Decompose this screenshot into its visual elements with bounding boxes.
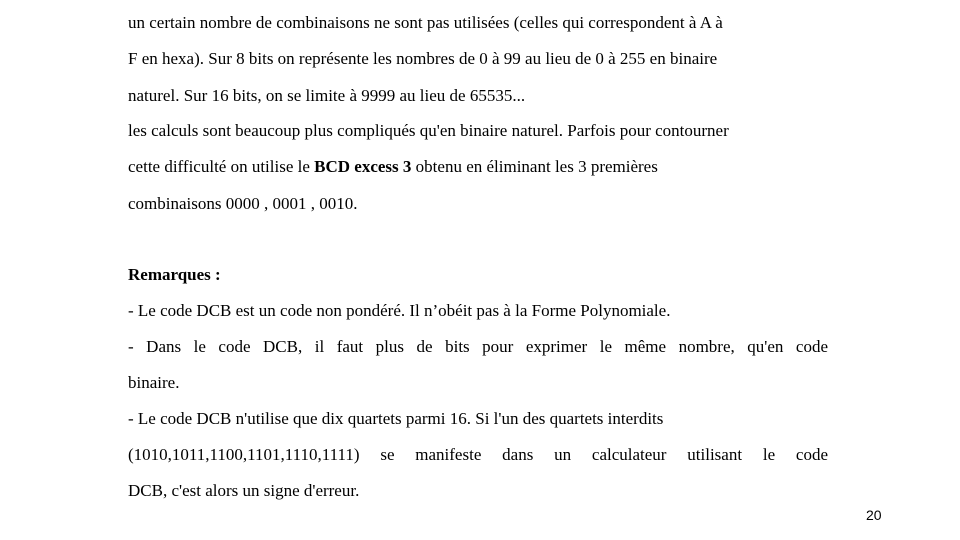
text-run: cette difficulté on utilise le <box>128 157 315 176</box>
remarques-heading: Remarques : <box>128 265 221 284</box>
page-number: 20 <box>866 507 882 523</box>
paragraph-line <box>128 157 658 177</box>
paragraph-line: un certain nombre de combinaisons ne sont pas utilisées (celles qui correspondent à A à <box>128 13 723 32</box>
paragraph-line: F en hexa). Sur 8 bits on représente les nombres de 0 à 99 au lieu de 0 à 255 en binaire <box>128 49 718 68</box>
remark-item: - Le code DCB est un code non pondéré. Il n’obéit pas à la Forme Polynomiale. <box>128 301 671 320</box>
paragraph-line: les calculs sont beaucoup plus compliqués qu'en binaire naturel. Parfois pour contourner <box>128 121 729 140</box>
paragraph-line: naturel. Sur 16 bits, on se limite à 9999 au lieu de 65535... <box>128 86 526 105</box>
bcd-excess-3-term: BCD excess 3 <box>314 157 412 176</box>
remark-item-continuation: binaire. <box>128 373 180 392</box>
text-run: obtenu en éliminant les 3 premières <box>411 157 658 176</box>
remark-item-continuation: (1010,1011,1100,1101,1110,1111) se manifeste dans un calculateur utilisant le code <box>128 445 828 464</box>
remark-item: - Dans le code DCB, il faut plus de bits pour exprimer le même nombre, qu'en code <box>128 337 828 356</box>
paragraph-line: combinaisons 0000 , 0001 , 0010. <box>128 194 358 213</box>
remark-item: - Le code DCB n'utilise que dix quartets parmi 16. Si l'un des quartets interdits <box>128 409 664 428</box>
remark-item-continuation: DCB, c'est alors un signe d'erreur. <box>128 481 360 500</box>
